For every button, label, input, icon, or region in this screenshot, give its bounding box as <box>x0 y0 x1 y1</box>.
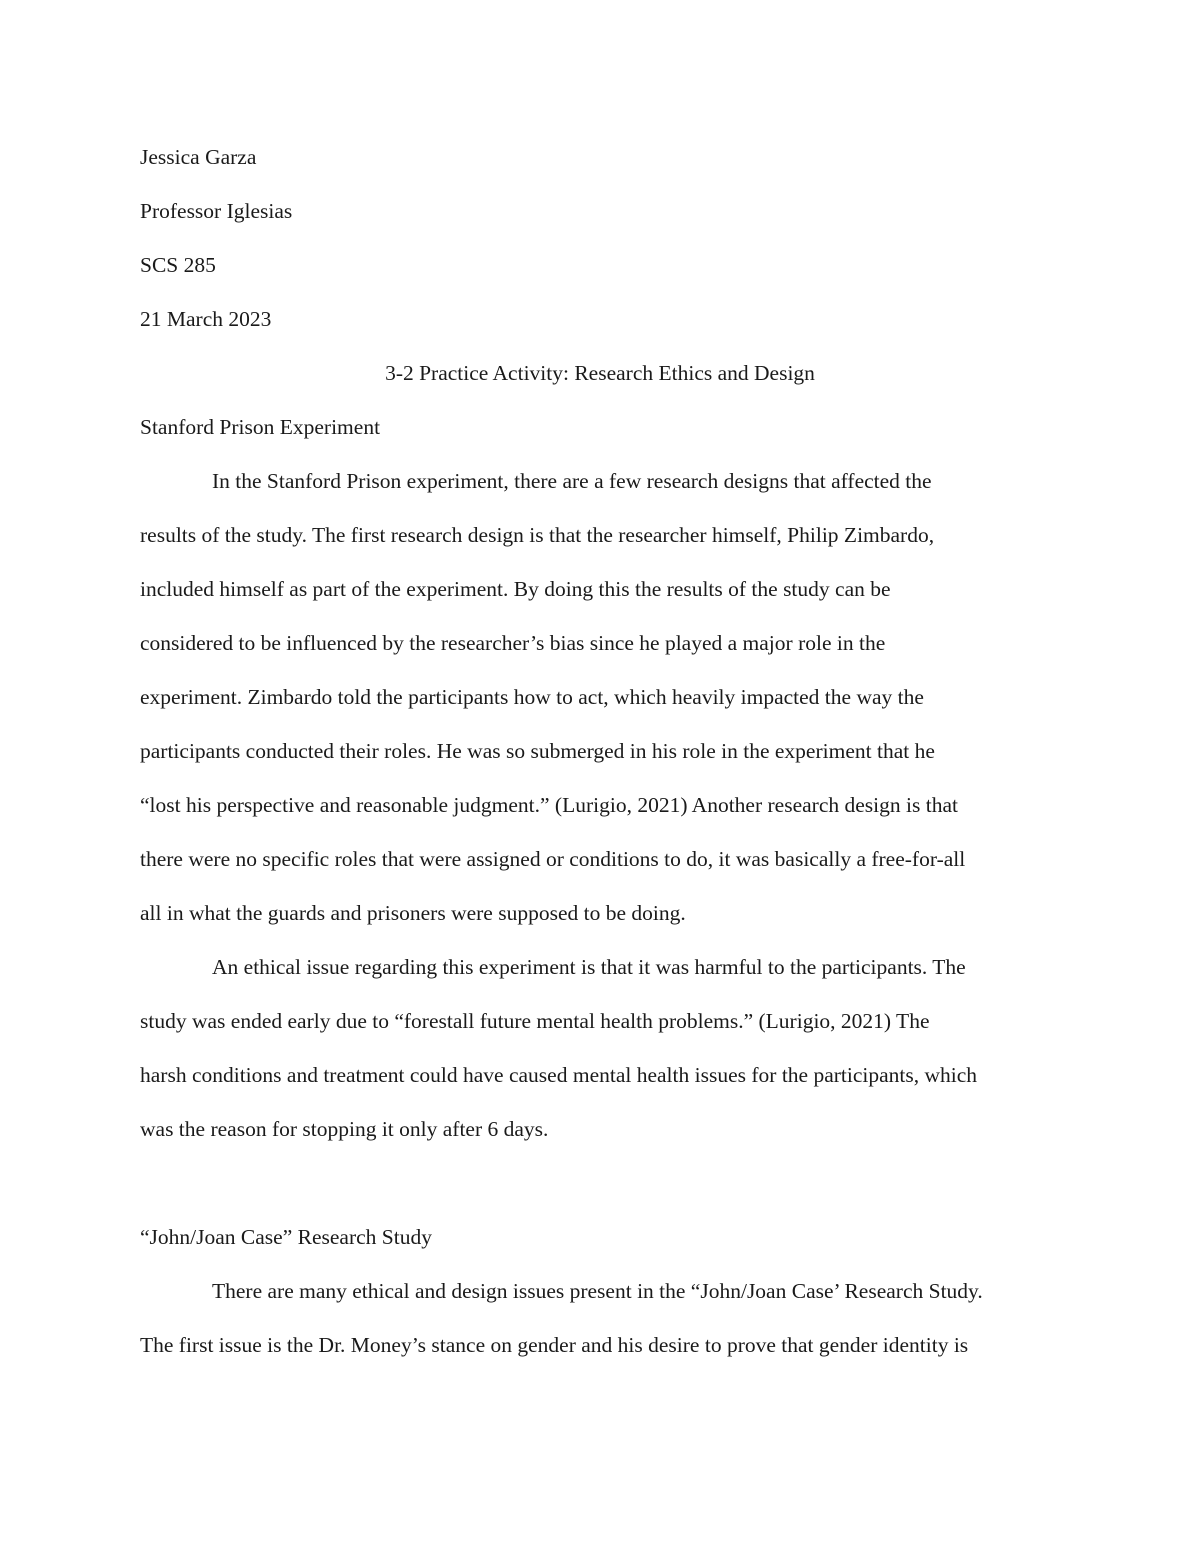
section-heading-stanford: Stanford Prison Experiment <box>140 415 381 439</box>
text-line: experiment. Zimbardo told the participants how to act, which heavily impacted the way the <box>140 685 924 709</box>
document-title: 3-2 Practice Activity: Research Ethics and Design <box>385 361 815 385</box>
text-line: There are many ethical and design issues present in the “John/Joan Case’ Research Study. <box>212 1279 983 1303</box>
paragraph-john-joan <box>140 1264 1060 1372</box>
text-line: was the reason for stopping it only after 6 days. <box>140 1117 549 1141</box>
text-line: included himself as part of the experiment. By doing this the results of the study can be <box>140 577 891 601</box>
course-code: SCS 285 <box>140 253 216 277</box>
professor-name: Professor Iglesias <box>140 199 293 223</box>
section-heading-john-joan: “John/Joan Case” Research Study <box>140 1225 432 1249</box>
text-line: The first issue is the Dr. Money’s stance on gender and his desire to prove that gender identity is <box>140 1333 969 1357</box>
text-line: participants conducted their roles. He was so submerged in his role in the experiment that he <box>140 739 935 763</box>
submission-date: 21 March 2023 <box>140 307 272 331</box>
text-line: study was ended early due to “forestall future mental health problems.” (Lurigio, 2021) The <box>140 1009 930 1033</box>
text-line: harsh conditions and treatment could have caused mental health issues for the participants, which <box>140 1063 978 1087</box>
text-line: An ethical issue regarding this experiment is that it was harmful to the participants. The <box>212 955 966 979</box>
text-line: considered to be influenced by the researcher’s bias since he played a major role in the <box>140 631 886 655</box>
text-line: results of the study. The first research design is that the researcher himself, Philip Zimbardo, <box>140 523 935 547</box>
student-name: Jessica Garza <box>140 145 257 169</box>
paragraph-stanford-design <box>140 454 1060 940</box>
paragraph-stanford-ethics <box>140 940 1060 1156</box>
text-line: “lost his perspective and reasonable judgment.” (Lurigio, 2021) Another research design is that <box>140 793 958 817</box>
text-line: In the Stanford Prison experiment, there are a few research designs that affected the <box>212 469 932 493</box>
document-body <box>140 130 1060 1372</box>
text-line: all in what the guards and prisoners were supposed to be doing. <box>140 901 686 925</box>
blank-line <box>140 1156 1060 1210</box>
text-line: there were no specific roles that were assigned or conditions to do, it was basically a free-for-all <box>140 847 966 871</box>
